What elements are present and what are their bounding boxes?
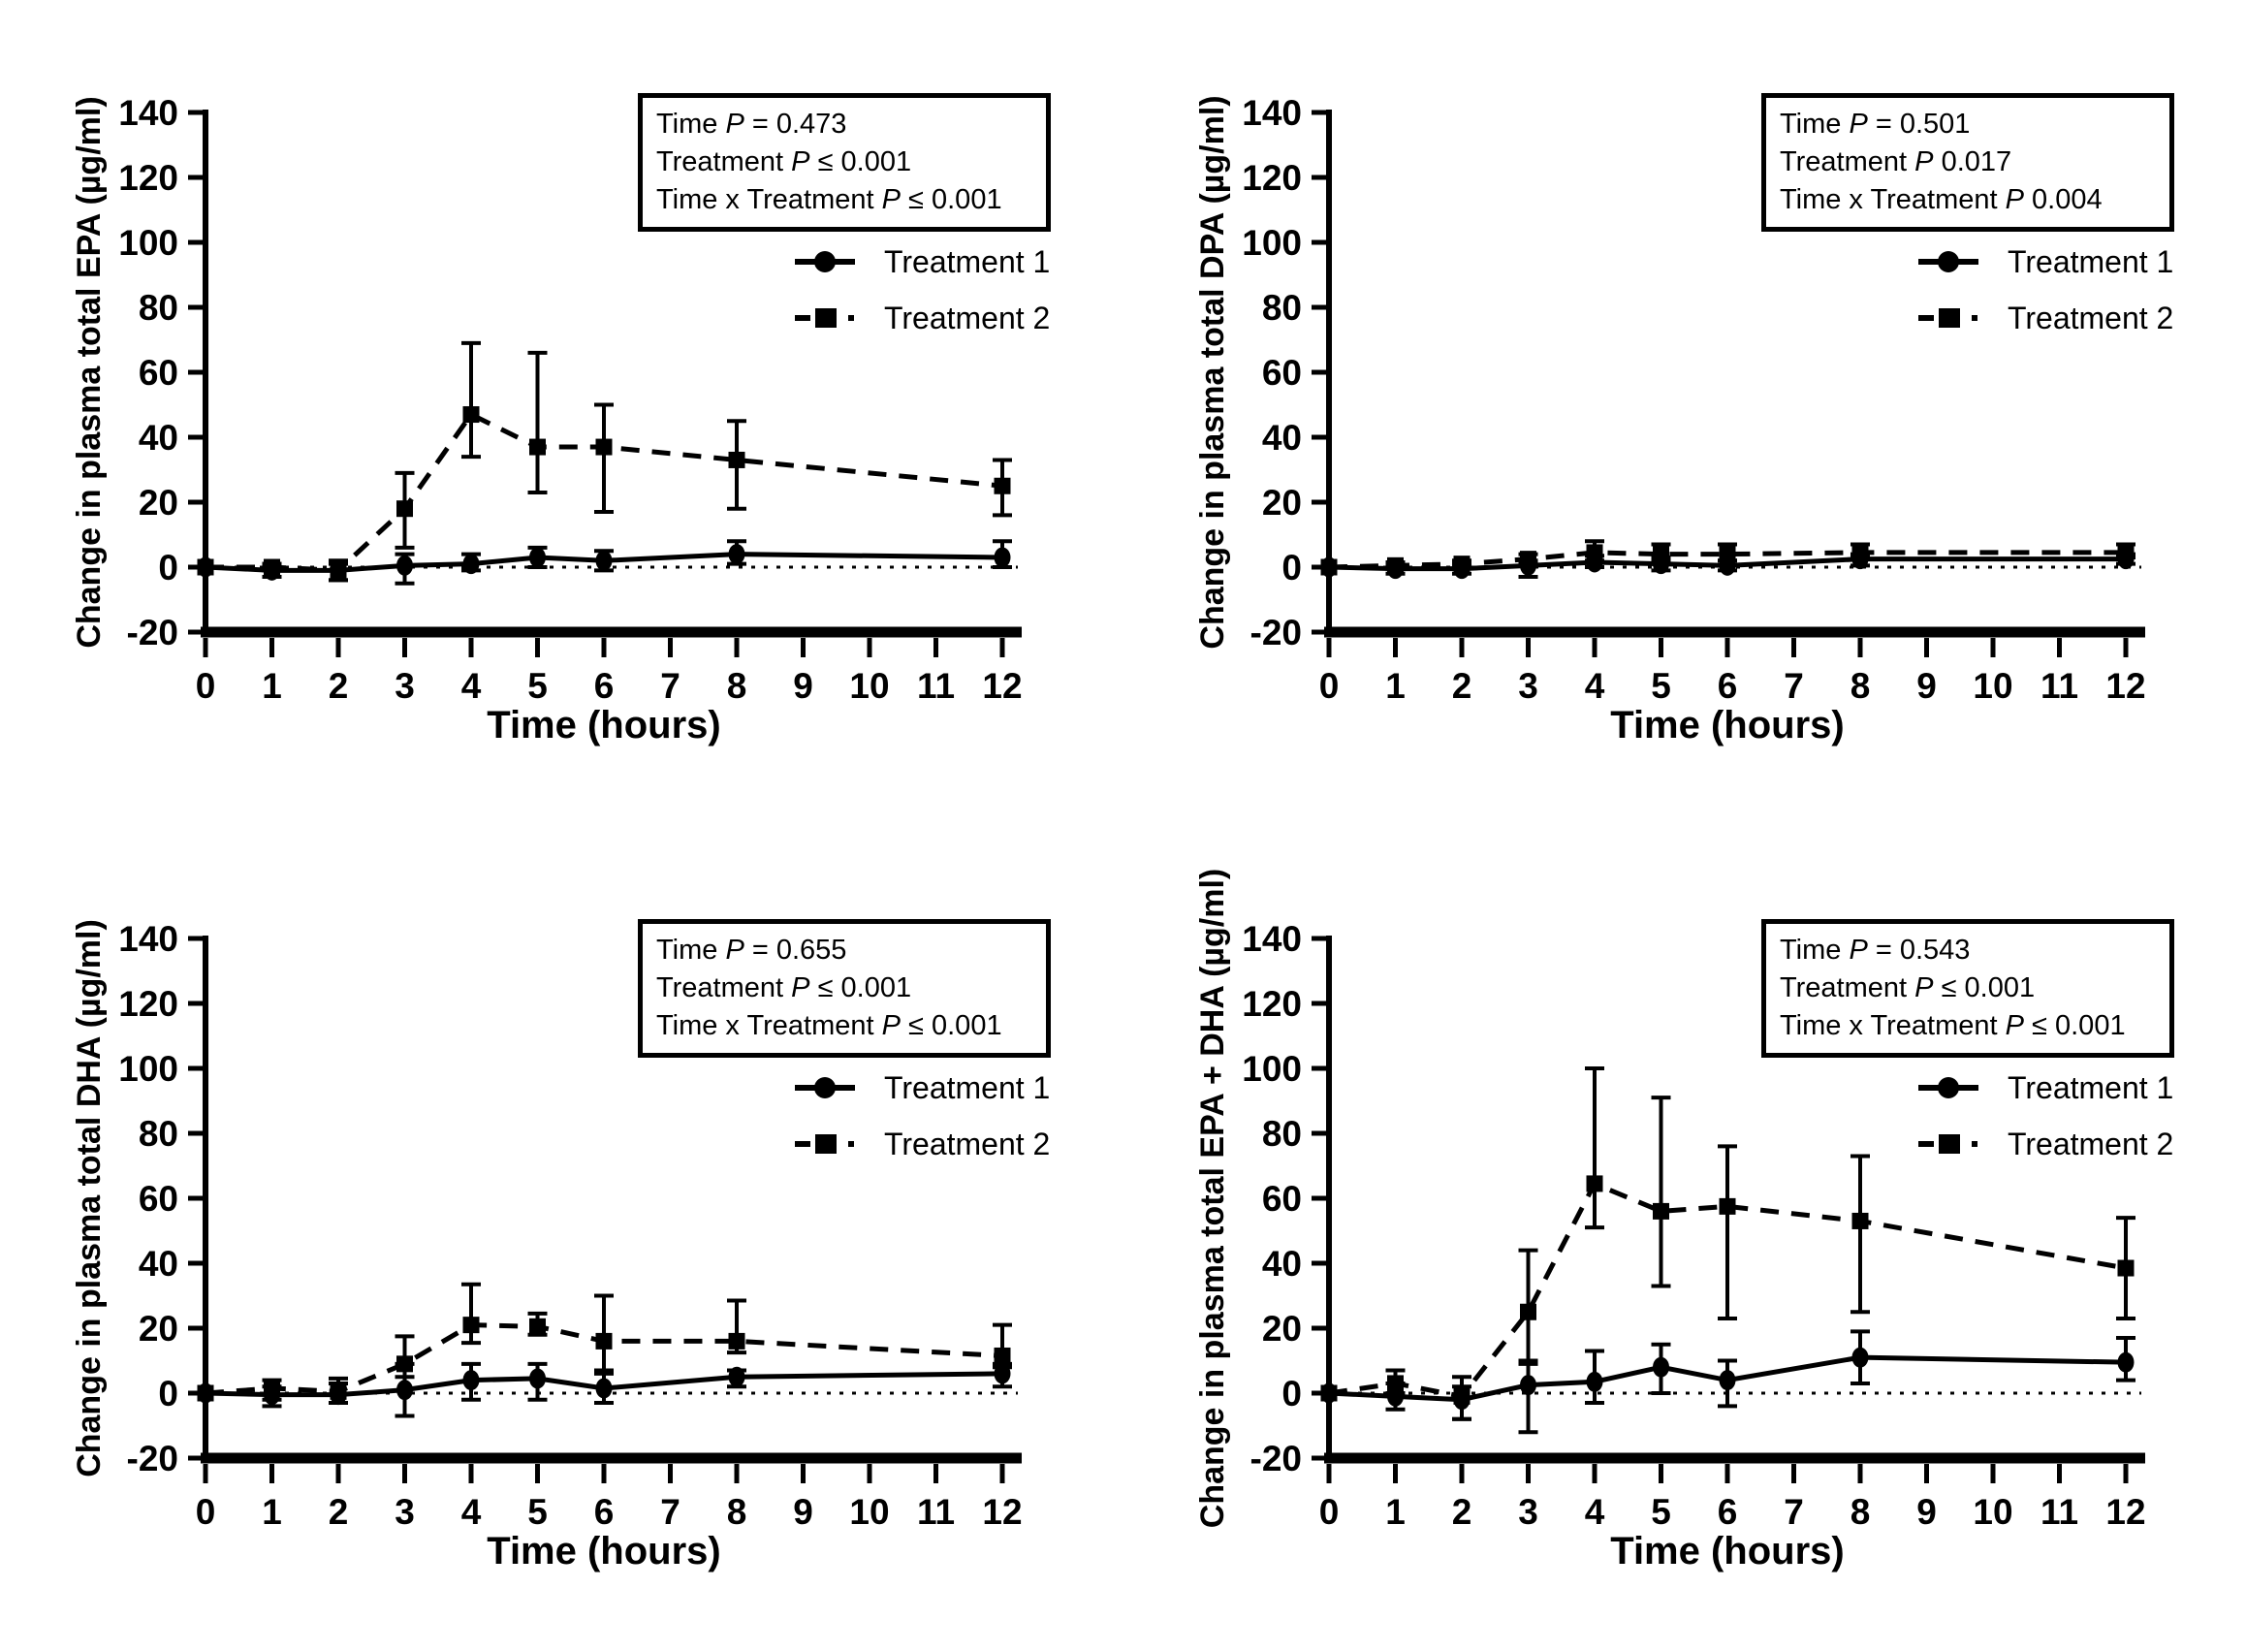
svg-text:10: 10 bbox=[1973, 1492, 2013, 1532]
legend-item-treatment-2 bbox=[793, 297, 1050, 339]
y-axis-title: Change in plasma total EPA (µg/ml) bbox=[71, 96, 108, 649]
x-axis-title: Time (hours) bbox=[487, 704, 721, 747]
svg-text:-20: -20 bbox=[1250, 613, 1302, 652]
svg-text:60: 60 bbox=[138, 353, 178, 393]
stats-box bbox=[638, 93, 1051, 232]
svg-text:0: 0 bbox=[1318, 1492, 1340, 1532]
legend-item-treatment-1 bbox=[1916, 1066, 2173, 1109]
svg-text:7: 7 bbox=[660, 1492, 680, 1532]
treatment-2-key-icon bbox=[1916, 1131, 1980, 1157]
svg-text:4: 4 bbox=[1584, 1492, 1605, 1532]
svg-text:0: 0 bbox=[195, 1492, 216, 1532]
svg-text:20: 20 bbox=[138, 483, 178, 523]
svg-text:12: 12 bbox=[982, 666, 1023, 706]
legend-label: Treatment 2 bbox=[2008, 1126, 2174, 1161]
svg-text:40: 40 bbox=[138, 418, 178, 458]
svg-text:11: 11 bbox=[2040, 1492, 2079, 1532]
series-treatment-1 bbox=[198, 541, 1013, 584]
svg-text:4: 4 bbox=[1584, 666, 1605, 706]
svg-text:11: 11 bbox=[2040, 666, 2079, 706]
legend-label: Treatment 1 bbox=[884, 243, 1051, 279]
stats-line-treatment: Treatment P ≤ 0.001 bbox=[656, 972, 912, 1003]
svg-text:100: 100 bbox=[118, 1049, 178, 1089]
svg-text:3: 3 bbox=[1518, 666, 1538, 706]
svg-text:5: 5 bbox=[1651, 666, 1671, 706]
svg-text:60: 60 bbox=[138, 1179, 178, 1219]
svg-text:4: 4 bbox=[460, 1492, 482, 1532]
svg-text:7: 7 bbox=[1784, 1492, 1804, 1532]
y-axis-title: Change in plasma total EPA + DHA (µg/ml) bbox=[1194, 868, 1231, 1529]
svg-text:8: 8 bbox=[1850, 666, 1871, 706]
svg-text:20: 20 bbox=[1261, 483, 1302, 523]
svg-text:140: 140 bbox=[1242, 93, 1302, 133]
stats-line-treatment: Treatment P 0.017 bbox=[1780, 146, 2012, 177]
legend-item-treatment-2 bbox=[1916, 297, 2173, 339]
svg-text:10: 10 bbox=[849, 666, 890, 706]
svg-text:9: 9 bbox=[1916, 666, 1937, 706]
svg-text:140: 140 bbox=[1242, 919, 1302, 959]
svg-text:5: 5 bbox=[1651, 1492, 1671, 1532]
svg-text:11: 11 bbox=[916, 1492, 956, 1532]
stats-line-interaction: Time x Treatment P ≤ 0.001 bbox=[1780, 1010, 2126, 1041]
stats-box bbox=[1761, 93, 2174, 232]
svg-text:12: 12 bbox=[2105, 666, 2146, 706]
svg-text:60: 60 bbox=[1261, 353, 1302, 393]
svg-text:1: 1 bbox=[262, 1492, 282, 1532]
svg-text:6: 6 bbox=[593, 1492, 615, 1532]
svg-text:0: 0 bbox=[158, 1374, 178, 1414]
svg-text:11: 11 bbox=[916, 666, 956, 706]
svg-text:2: 2 bbox=[328, 666, 349, 706]
chart-panel-dpa bbox=[1123, 0, 2246, 826]
chart-panel-epa-dha bbox=[1123, 826, 2246, 1652]
svg-text:80: 80 bbox=[1261, 288, 1302, 328]
svg-text:140: 140 bbox=[118, 919, 178, 959]
svg-text:100: 100 bbox=[1242, 223, 1302, 263]
svg-text:0: 0 bbox=[1281, 1374, 1302, 1414]
svg-text:100: 100 bbox=[118, 223, 178, 263]
svg-text:0: 0 bbox=[195, 666, 216, 706]
series-treatment-1 bbox=[1321, 1331, 2136, 1432]
stats-line-treatment: Treatment P ≤ 0.001 bbox=[1780, 972, 2036, 1003]
treatment-1-key-icon bbox=[1916, 249, 1980, 274]
svg-text:1: 1 bbox=[1385, 1492, 1406, 1532]
svg-text:-20: -20 bbox=[126, 613, 178, 652]
treatment-2-key-icon bbox=[1916, 305, 1980, 331]
legend bbox=[1916, 240, 2173, 353]
treatment-2-key-icon bbox=[793, 1131, 857, 1157]
stats-line-time: Time P = 0.473 bbox=[656, 109, 847, 140]
svg-text:8: 8 bbox=[1850, 1492, 1871, 1532]
legend bbox=[793, 1066, 1050, 1179]
svg-text:10: 10 bbox=[1973, 666, 2013, 706]
legend-label: Treatment 1 bbox=[884, 1069, 1051, 1105]
chart-panel-epa bbox=[0, 0, 1123, 826]
svg-text:6: 6 bbox=[1717, 1492, 1738, 1532]
svg-text:80: 80 bbox=[138, 288, 178, 328]
stats-line-time: Time P = 0.543 bbox=[1780, 935, 1971, 966]
svg-text:0: 0 bbox=[158, 548, 178, 588]
svg-text:3: 3 bbox=[1518, 1492, 1538, 1532]
stats-line-treatment: Treatment P ≤ 0.001 bbox=[656, 146, 912, 177]
stats-box bbox=[638, 919, 1051, 1058]
svg-text:0: 0 bbox=[1281, 548, 1302, 588]
svg-text:-20: -20 bbox=[126, 1439, 178, 1478]
stats-line-interaction: Time x Treatment P ≤ 0.001 bbox=[656, 184, 1002, 215]
svg-text:9: 9 bbox=[1916, 1492, 1937, 1532]
svg-text:7: 7 bbox=[1784, 666, 1804, 706]
svg-text:12: 12 bbox=[982, 1492, 1023, 1532]
legend-item-treatment-1 bbox=[793, 1066, 1050, 1109]
svg-text:20: 20 bbox=[138, 1309, 178, 1349]
series-treatment-2 bbox=[198, 343, 1013, 581]
x-axis-title: Time (hours) bbox=[1610, 704, 1845, 747]
treatment-1-key-icon bbox=[793, 249, 857, 274]
legend-label: Treatment 1 bbox=[2008, 243, 2174, 279]
svg-text:8: 8 bbox=[726, 1492, 747, 1532]
legend-label: Treatment 2 bbox=[884, 300, 1051, 335]
svg-text:6: 6 bbox=[1717, 666, 1738, 706]
svg-text:8: 8 bbox=[726, 666, 747, 706]
legend-item-treatment-1 bbox=[1916, 240, 2173, 283]
stats-line-interaction: Time x Treatment P 0.004 bbox=[1780, 184, 2103, 215]
legend-item-treatment-1 bbox=[793, 240, 1050, 283]
svg-text:7: 7 bbox=[660, 666, 680, 706]
chart-panel-dha bbox=[0, 826, 1123, 1652]
treatment-2-key-icon bbox=[793, 305, 857, 331]
treatment-1-key-icon bbox=[1916, 1075, 1980, 1100]
svg-text:1: 1 bbox=[262, 666, 282, 706]
stats-line-interaction: Time x Treatment P ≤ 0.001 bbox=[656, 1010, 1002, 1041]
legend-label: Treatment 1 bbox=[2008, 1069, 2174, 1105]
svg-text:120: 120 bbox=[1242, 158, 1302, 198]
y-axis-title: Change in plasma total DHA (µg/ml) bbox=[71, 919, 108, 1477]
legend-item-treatment-2 bbox=[1916, 1123, 2173, 1165]
svg-text:3: 3 bbox=[395, 1492, 415, 1532]
svg-text:2: 2 bbox=[1451, 1492, 1472, 1532]
svg-text:120: 120 bbox=[118, 984, 178, 1024]
stats-line-time: Time P = 0.501 bbox=[1780, 109, 1971, 140]
y-axis-title: Change in plasma total DPA (µg/ml) bbox=[1194, 95, 1231, 650]
svg-text:120: 120 bbox=[118, 158, 178, 198]
svg-text:80: 80 bbox=[1261, 1114, 1302, 1154]
legend bbox=[1916, 1066, 2173, 1179]
svg-text:60: 60 bbox=[1261, 1179, 1302, 1219]
stats-box bbox=[1761, 919, 2174, 1058]
svg-text:3: 3 bbox=[395, 666, 415, 706]
svg-text:2: 2 bbox=[328, 1492, 349, 1532]
svg-text:100: 100 bbox=[1242, 1049, 1302, 1089]
x-axis-title: Time (hours) bbox=[1610, 1530, 1845, 1573]
svg-text:4: 4 bbox=[460, 666, 482, 706]
svg-text:20: 20 bbox=[1261, 1309, 1302, 1349]
svg-text:5: 5 bbox=[527, 666, 548, 706]
svg-text:9: 9 bbox=[793, 666, 813, 706]
svg-text:9: 9 bbox=[793, 1492, 813, 1532]
legend-item-treatment-2 bbox=[793, 1123, 1050, 1165]
legend-label: Treatment 2 bbox=[884, 1126, 1051, 1161]
svg-text:6: 6 bbox=[593, 666, 615, 706]
svg-text:-20: -20 bbox=[1250, 1439, 1302, 1478]
svg-text:140: 140 bbox=[118, 93, 178, 133]
svg-text:5: 5 bbox=[527, 1492, 548, 1532]
svg-text:80: 80 bbox=[138, 1114, 178, 1154]
svg-text:2: 2 bbox=[1451, 666, 1472, 706]
x-axis-title: Time (hours) bbox=[487, 1530, 721, 1573]
stats-line-time: Time P = 0.655 bbox=[656, 935, 847, 966]
legend-label: Treatment 2 bbox=[2008, 300, 2174, 335]
svg-text:0: 0 bbox=[1318, 666, 1340, 706]
legend bbox=[793, 240, 1050, 353]
svg-text:40: 40 bbox=[138, 1244, 178, 1284]
svg-text:40: 40 bbox=[1261, 418, 1302, 458]
svg-text:12: 12 bbox=[2105, 1492, 2146, 1532]
treatment-1-key-icon bbox=[793, 1075, 857, 1100]
svg-text:10: 10 bbox=[849, 1492, 890, 1532]
svg-text:40: 40 bbox=[1261, 1244, 1302, 1284]
svg-text:120: 120 bbox=[1242, 984, 1302, 1024]
svg-text:1: 1 bbox=[1385, 666, 1406, 706]
